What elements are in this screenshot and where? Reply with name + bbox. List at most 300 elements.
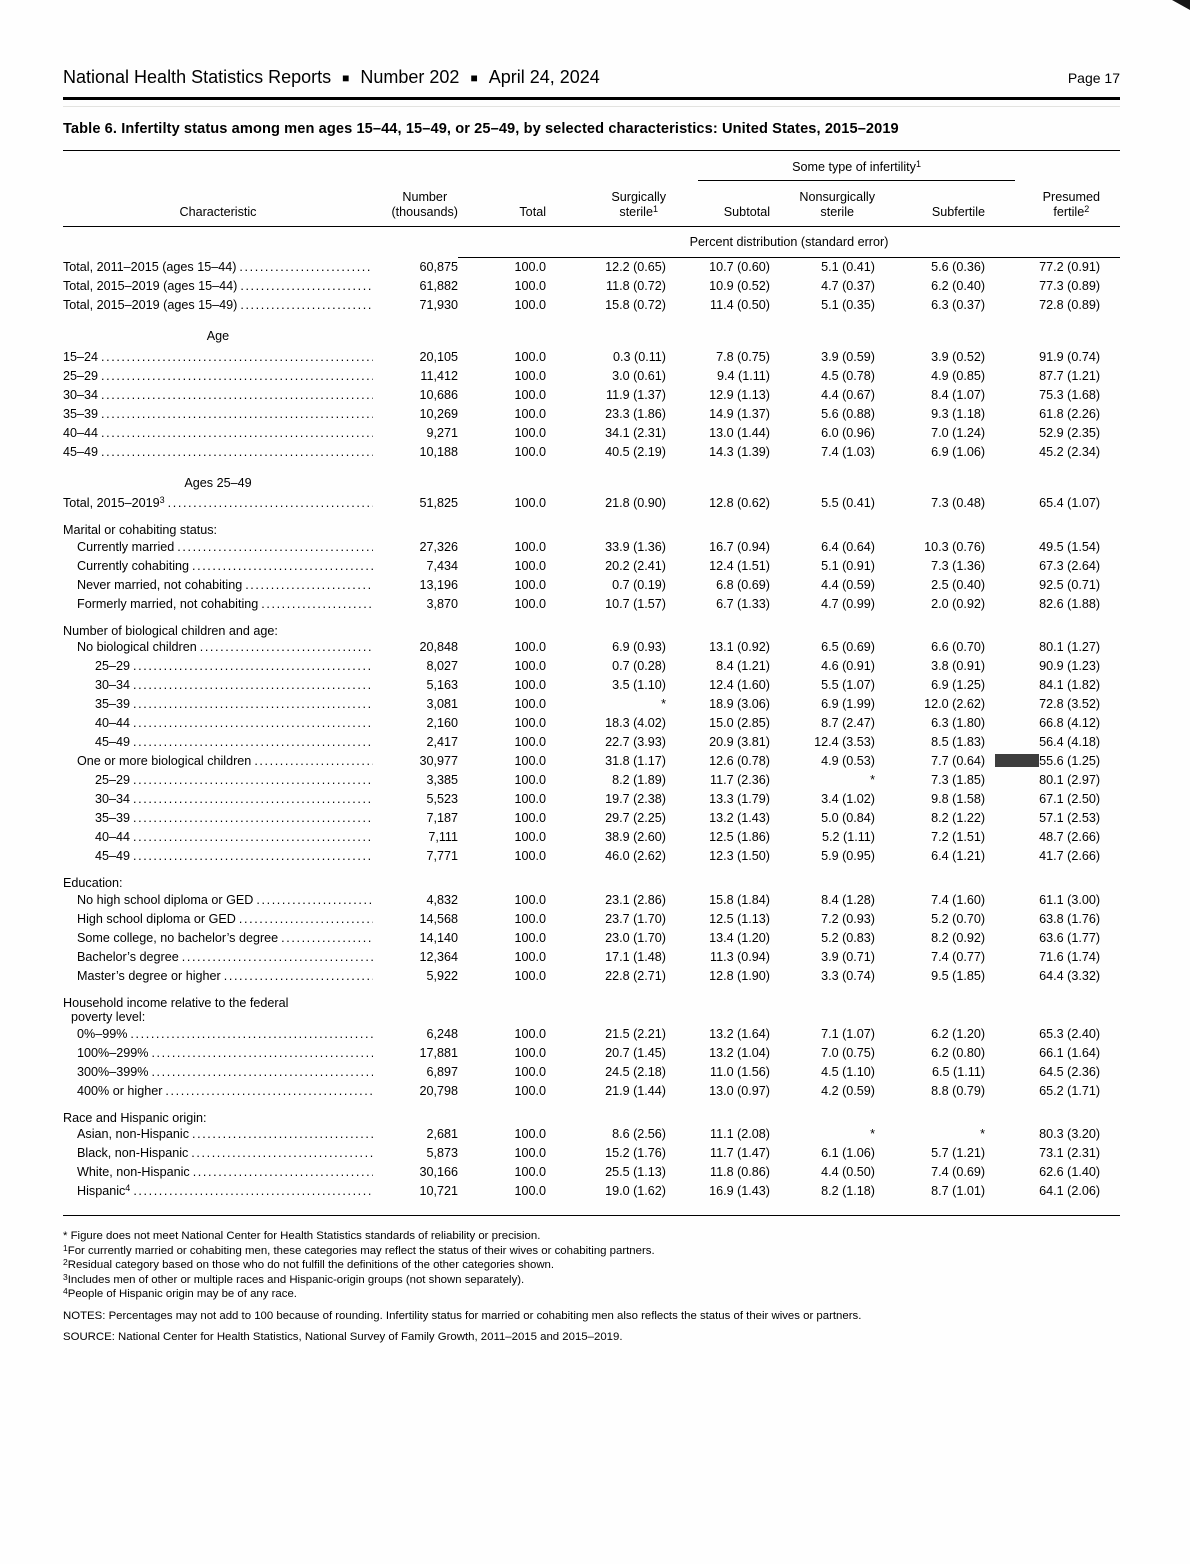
cell-number-thousands [373, 771, 458, 790]
cell-presumed-fertile [985, 657, 1120, 676]
table-row [63, 948, 1120, 967]
cell-value: 100.0 [514, 830, 546, 844]
row-label [63, 809, 373, 828]
row-label [63, 1144, 373, 1163]
cell-value: 5,523 [426, 792, 458, 806]
footnote-line [63, 1287, 1120, 1302]
cell-surgically-sterile [546, 910, 666, 929]
cell-value: 100.0 [514, 811, 546, 825]
cell-nonsurgically-sterile [770, 638, 875, 657]
table-row [63, 494, 1120, 513]
cell-value: 7,111 [428, 830, 458, 844]
dot-leader [192, 1127, 373, 1142]
cell-number-thousands [373, 847, 458, 866]
cell-value: 6.6 (0.70) [931, 640, 986, 654]
cell-nonsurgically-sterile [770, 277, 875, 296]
cell-value: 11.7 (2.36) [710, 773, 770, 787]
row-label-text: White, non-Hispanic [77, 1165, 190, 1179]
cell-value: 100.0 [514, 298, 546, 312]
cell-subfertile [875, 1082, 985, 1101]
cell-value: 21.9 (1.44) [605, 1083, 666, 1098]
cell-value: * [661, 697, 666, 711]
cell-subtotal [666, 695, 770, 714]
cell-value: * [870, 773, 875, 787]
dot-leader [101, 369, 373, 384]
cell-value: 8.7 (2.47) [821, 716, 875, 730]
cell-value: 12.4 (1.51) [709, 558, 770, 573]
cell-presumed-fertile [985, 891, 1120, 910]
cell-value: 91.9 (0.74) [1039, 349, 1101, 364]
cell-nonsurgically-sterile [770, 1182, 875, 1201]
cell-subtotal [666, 296, 770, 315]
cell-value: 0.7 (0.28) [612, 659, 666, 673]
cell-total [458, 576, 546, 595]
cell-value: 6.9 (1.25) [931, 678, 986, 692]
cell-value: 100.0 [514, 659, 546, 673]
cell-value: 100.0 [514, 754, 546, 768]
cell-value: 13.2 (1.64) [709, 1026, 770, 1041]
cell-subtotal [666, 1063, 770, 1082]
cell-surgically-sterile [546, 1063, 666, 1082]
cell-value: 11.7 (1.47) [710, 1146, 770, 1160]
row-label-text: Formerly married, not cohabiting [77, 596, 259, 611]
cell-value: 100.0 [514, 596, 546, 611]
cell-value: 10,721 [419, 1184, 458, 1198]
cell-value: 49.5 (1.54) [1039, 539, 1101, 554]
cell-value: 65.4 (1.07) [1039, 496, 1101, 510]
square-bullet-icon: ■ [470, 71, 478, 85]
dot-leader [254, 754, 373, 769]
cell-value: 6.9 (1.99) [821, 697, 875, 711]
cell-value: 63.8 (1.76) [1039, 911, 1101, 926]
cell-value: 31.8 (1.17) [605, 754, 666, 768]
cell-presumed-fertile [985, 576, 1120, 595]
cell-nonsurgically-sterile [770, 1144, 875, 1163]
cell-value: 5.6 (0.88) [821, 406, 875, 421]
table-row [63, 891, 1120, 910]
dot-leader [101, 350, 373, 365]
cell-value: 3.4 (1.02) [821, 792, 875, 806]
cell-value: 3.9 (0.71) [821, 949, 875, 964]
col-header-subfertile: Subfertile [875, 181, 985, 227]
cell-subtotal [666, 424, 770, 443]
cell-value: 8.2 (1.22) [931, 811, 986, 825]
table-row [63, 1063, 1120, 1082]
cell-value: 84.1 (1.82) [1039, 678, 1101, 692]
dot-leader [133, 792, 373, 807]
cell-value: 100.0 [514, 930, 546, 945]
cell-value: 6.9 (1.06) [931, 444, 986, 459]
report-number: Number 202 [360, 67, 460, 87]
cell-presumed-fertile [985, 443, 1120, 462]
cell-subtotal [666, 828, 770, 847]
cell-value: 24.5 (2.18) [605, 1064, 666, 1079]
dot-leader [133, 1184, 373, 1199]
dot-leader [261, 597, 373, 612]
row-label-text: Currently cohabiting [77, 558, 190, 573]
cell-presumed-fertile [985, 676, 1120, 695]
cell-number-thousands [373, 1144, 458, 1163]
cell-value: 12.4 (3.53) [814, 735, 875, 749]
cell-value: 100.0 [514, 892, 546, 907]
cell-total [458, 948, 546, 967]
cell-value: 11.0 (1.56) [710, 1064, 770, 1079]
cell-value: 100.0 [514, 1165, 546, 1179]
cell-subtotal [666, 809, 770, 828]
cell-value: 4.7 (0.37) [821, 279, 875, 293]
cell-value: 15.8 (0.72) [605, 298, 666, 312]
table-row [63, 929, 1120, 948]
cell-value: 80.3 (3.20) [1039, 1127, 1101, 1141]
cell-value: 4.9 (0.53) [821, 754, 875, 768]
cell-total [458, 752, 546, 771]
dot-leader [281, 931, 373, 946]
cell-value: 7.4 (1.03) [821, 444, 875, 459]
cell-nonsurgically-sterile [770, 386, 875, 405]
cell-nonsurgically-sterile [770, 695, 875, 714]
cell-nonsurgically-sterile [770, 847, 875, 866]
cell-value: 6.4 (1.21) [931, 849, 986, 863]
cell-surgically-sterile [546, 1082, 666, 1101]
cell-subfertile [875, 847, 985, 866]
table-row [63, 557, 1120, 576]
cell-number-thousands [373, 948, 458, 967]
table-row [63, 828, 1120, 847]
row-label-text: 35–39 [63, 406, 99, 421]
cell-value: 8.7 (1.01) [931, 1184, 986, 1198]
footnote-line [63, 1258, 1120, 1273]
cell-value: 7.3 (0.48) [931, 496, 986, 510]
cell-value: 14.9 (1.37) [709, 406, 770, 421]
row-label-sup: 4 [125, 1183, 131, 1193]
cell-value: 6.3 (0.37) [931, 298, 986, 312]
cell-value: 11.8 (0.72) [606, 279, 666, 293]
cell-subtotal [666, 733, 770, 752]
cell-subfertile [875, 258, 985, 278]
cell-subfertile [875, 771, 985, 790]
table-row [63, 1144, 1120, 1163]
cell-value: 6.2 (0.80) [931, 1045, 986, 1060]
dot-leader [239, 260, 373, 275]
cell-value: 18.9 (3.06) [709, 697, 770, 711]
dot-leader [151, 1046, 373, 1061]
cell-nonsurgically-sterile [770, 443, 875, 462]
col-header-number-thousands: Number (thousands) [373, 181, 458, 227]
cell-value: 2.5 (0.40) [931, 577, 986, 592]
masthead-left [63, 66, 600, 90]
row-label-sup: 3 [159, 495, 165, 505]
row-label-text: Total, 2015–2019 (ages 15–49) [63, 298, 238, 312]
cell-total [458, 348, 546, 367]
col-header-presumed-fertile: Presumed fertile$^2$ [985, 181, 1120, 227]
cell-value: 100.0 [514, 444, 546, 459]
cell-value: 6,897 [426, 1064, 458, 1079]
cell-value: 7,434 [426, 558, 458, 573]
table-row [63, 771, 1120, 790]
cell-nonsurgically-sterile [770, 1025, 875, 1044]
cell-value: 12.0 (2.62) [924, 697, 986, 711]
row-label-text: 40–44 [95, 716, 131, 730]
cell-value: 0.7 (0.19) [612, 577, 666, 592]
cell-nonsurgically-sterile [770, 771, 875, 790]
cell-value: 12.5 (1.13) [709, 911, 770, 926]
cell-value: 34.1 (2.31) [605, 425, 666, 440]
cell-nonsurgically-sterile [770, 1063, 875, 1082]
cell-value: 4.4 (0.59) [821, 577, 875, 592]
cell-value: 100.0 [514, 716, 546, 730]
cell-value: 90.9 (1.23) [1039, 659, 1101, 673]
cell-value: 13.0 (1.44) [709, 425, 770, 440]
cell-value: 33.9 (1.36) [605, 539, 666, 554]
cell-total [458, 277, 546, 296]
spanner-label: Some type of infertility [792, 160, 916, 174]
row-label [63, 891, 373, 910]
row-label-text: 400% or higher [77, 1083, 163, 1098]
dot-leader [177, 540, 373, 555]
cell-value: 67.3 (2.64) [1039, 558, 1101, 573]
cell-value: 20,798 [419, 1083, 458, 1098]
cell-subfertile [875, 1044, 985, 1063]
table-row [63, 1044, 1120, 1063]
cell-presumed-fertile [985, 258, 1120, 278]
cell-value: 23.1 (2.86) [605, 892, 666, 907]
cell-nonsurgically-sterile [770, 367, 875, 386]
cell-number-thousands [373, 1163, 458, 1182]
cell-number-thousands [373, 1082, 458, 1101]
cell-value: 5.1 (0.91) [821, 558, 875, 573]
cell-subfertile [875, 948, 985, 967]
cell-value: 29.7 (2.25) [605, 811, 666, 825]
row-label-text: 100%–299% [77, 1045, 149, 1060]
col-header-nonsurgically-sterile: Nonsurgically sterile [770, 181, 875, 227]
cell-value: 9.8 (1.58) [931, 792, 986, 806]
cell-value: 6.4 (0.64) [821, 539, 875, 554]
cell-value: 6.1 (1.06) [821, 1146, 875, 1160]
cell-value: 8.4 (1.21) [716, 659, 770, 673]
cell-subtotal [666, 1163, 770, 1182]
cell-subtotal [666, 405, 770, 424]
cell-presumed-fertile [985, 695, 1120, 714]
row-label [63, 1063, 373, 1082]
dot-leader [101, 445, 373, 460]
cell-subfertile [875, 695, 985, 714]
cell-subtotal [666, 847, 770, 866]
row-label-text: One or more biological children [77, 754, 252, 768]
cell-subfertile [875, 1025, 985, 1044]
cell-subfertile [875, 828, 985, 847]
cell-nonsurgically-sterile [770, 733, 875, 752]
cell-subtotal [666, 1025, 770, 1044]
cell-surgically-sterile [546, 638, 666, 657]
row-label [63, 828, 373, 847]
cell-surgically-sterile [546, 538, 666, 557]
cell-surgically-sterile [546, 424, 666, 443]
cell-nonsurgically-sterile [770, 595, 875, 614]
cell-presumed-fertile [985, 929, 1120, 948]
cell-value: 16.9 (1.43) [709, 1184, 770, 1198]
cell-value: 7.3 (1.85) [931, 773, 986, 787]
cell-presumed-fertile [985, 733, 1120, 752]
cell-value: 77.3 (0.89) [1039, 279, 1101, 293]
table-row [63, 367, 1120, 386]
cell-value: 5.2 (0.70) [931, 911, 986, 926]
cell-value: 7,187 [426, 811, 458, 825]
row-label [63, 277, 373, 296]
row-label [63, 676, 373, 695]
cell-value: 17,881 [419, 1045, 458, 1060]
cell-value: 8,027 [426, 659, 458, 673]
cell-value: 3,081 [426, 697, 458, 711]
cell-subfertile [875, 809, 985, 828]
cell-subfertile [875, 424, 985, 443]
cell-value: 7,771 [426, 849, 458, 863]
cell-value: 66.8 (4.12) [1039, 716, 1101, 730]
row-label-text: 30–34 [95, 792, 131, 806]
cell-total [458, 733, 546, 752]
cell-value: 100.0 [514, 406, 546, 421]
group-heading: Household income relative to the federal poverty level: [63, 995, 289, 1024]
cell-presumed-fertile [985, 967, 1120, 986]
cell-subfertile [875, 929, 985, 948]
cell-presumed-fertile [985, 809, 1120, 828]
cell-number-thousands [373, 386, 458, 405]
cell-surgically-sterile [546, 576, 666, 595]
cell-subfertile [875, 405, 985, 424]
cell-value: 3.0 (0.61) [612, 368, 666, 383]
cell-subfertile [875, 657, 985, 676]
cell-value: 7.1 (1.07) [821, 1026, 875, 1041]
cell-subfertile [875, 296, 985, 315]
row-label [63, 576, 373, 595]
cell-value: 100.0 [514, 773, 546, 787]
report-date: April 24, 2024 [488, 67, 600, 87]
dot-leader [182, 950, 373, 965]
cell-value: 5,922 [426, 968, 458, 983]
row-label [63, 1044, 373, 1063]
cell-surgically-sterile [546, 948, 666, 967]
cell-surgically-sterile [546, 733, 666, 752]
cell-presumed-fertile [985, 1144, 1120, 1163]
group-row [63, 866, 1120, 891]
cell-value: 10,269 [419, 406, 458, 421]
row-label-text: 35–39 [95, 811, 131, 825]
cell-number-thousands [373, 929, 458, 948]
table-row [63, 1163, 1120, 1182]
row-label-text: Asian, non-Hispanic [77, 1127, 190, 1141]
row-label-text: 25–29 [63, 368, 99, 383]
row-label-text: 0%–99% [77, 1026, 128, 1041]
cell-value: 5.2 (1.11) [822, 830, 875, 844]
cell-value: 75.3 (1.68) [1039, 387, 1101, 402]
row-label [63, 1082, 373, 1101]
table-row [63, 967, 1120, 986]
cell-value: 11.4 (0.50) [710, 298, 770, 312]
cell-subtotal [666, 1182, 770, 1201]
cell-value: 6.3 (1.80) [931, 716, 986, 730]
cell-nonsurgically-sterile [770, 405, 875, 424]
cell-value: 71.6 (1.74) [1039, 949, 1101, 964]
cell-surgically-sterile [546, 929, 666, 948]
row-label-text: 25–29 [95, 773, 131, 787]
cell-value: 61,882 [419, 279, 458, 293]
cell-total [458, 1125, 546, 1144]
cell-value: 3.8 (0.91) [931, 659, 986, 673]
cell-nonsurgically-sterile [770, 891, 875, 910]
dot-leader [101, 407, 373, 422]
dot-leader [130, 1027, 373, 1042]
cell-value: 67.1 (2.50) [1039, 792, 1101, 806]
cell-value: 72.8 (3.52) [1039, 697, 1101, 711]
cell-presumed-fertile [985, 296, 1120, 315]
cell-number-thousands [373, 967, 458, 986]
cell-value: 10.3 (0.76) [924, 539, 986, 554]
cell-total [458, 258, 546, 278]
cell-presumed-fertile [985, 790, 1120, 809]
col-header-surgically-sterile: Surgically sterile$^1$ [546, 181, 666, 227]
cell-value: 100.0 [514, 558, 546, 573]
cell-value: 30,977 [419, 754, 458, 768]
row-label-text: 40–44 [95, 830, 131, 844]
cell-value: 57.1 (2.53) [1039, 811, 1101, 825]
cell-value: 11.8 (0.86) [710, 1165, 770, 1179]
table-end-spacer [63, 1201, 1120, 1216]
cell-total [458, 790, 546, 809]
cell-value: 8.4 (1.07) [931, 387, 986, 402]
row-label [63, 296, 373, 315]
cell-number-thousands [373, 424, 458, 443]
cell-presumed-fertile [985, 847, 1120, 866]
footnote-text: * Figure does not meet National Center for Health Statistics standards of reliability or precision. [63, 1230, 541, 1242]
cell-value: 8.2 (1.89) [612, 773, 666, 787]
footnote-text: For currently married or cohabiting men, these categories may reflect the status of their wives or cohabiting partners. [67, 1244, 655, 1257]
row-label [63, 657, 373, 676]
cell-presumed-fertile [985, 1125, 1120, 1144]
cell-subtotal [666, 538, 770, 557]
cell-surgically-sterile [546, 386, 666, 405]
row-label-text: 45–49 [63, 444, 99, 459]
cell-total [458, 676, 546, 695]
cell-value: 38.9 (2.60) [605, 830, 666, 844]
masthead [63, 66, 1120, 90]
table-row [63, 752, 1120, 771]
cell-value: 64.1 (2.06) [1039, 1184, 1101, 1198]
cell-surgically-sterile [546, 277, 666, 296]
cell-value: 100.0 [514, 1146, 546, 1160]
cell-value: 3.5 (1.10) [612, 678, 666, 692]
table-row [63, 258, 1120, 278]
cell-subfertile [875, 1182, 985, 1201]
cell-value: 13.2 (1.04) [709, 1045, 770, 1060]
cell-value: 6.5 (0.69) [821, 640, 875, 654]
cell-value: 6.2 (0.40) [931, 279, 986, 293]
cell-value: 12.6 (0.78) [709, 754, 770, 768]
table-row [63, 695, 1120, 714]
cell-total [458, 695, 546, 714]
row-label-text: Black, non-Hispanic [77, 1146, 189, 1160]
cell-subtotal [666, 576, 770, 595]
cell-value: 3.9 (0.59) [821, 349, 875, 364]
cell-presumed-fertile [985, 424, 1120, 443]
cell-value: 12.9 (1.13) [709, 387, 770, 402]
cell-value: 7.4 (0.77) [931, 949, 986, 964]
table-row [63, 638, 1120, 657]
cell-value: 5,163 [426, 678, 458, 692]
cell-total [458, 967, 546, 986]
footnote-text: People of Hispanic origin may be of any race. [67, 1288, 297, 1300]
cell-subfertile [875, 443, 985, 462]
cell-value: 13.3 (1.79) [709, 792, 770, 806]
cell-surgically-sterile [546, 1144, 666, 1163]
